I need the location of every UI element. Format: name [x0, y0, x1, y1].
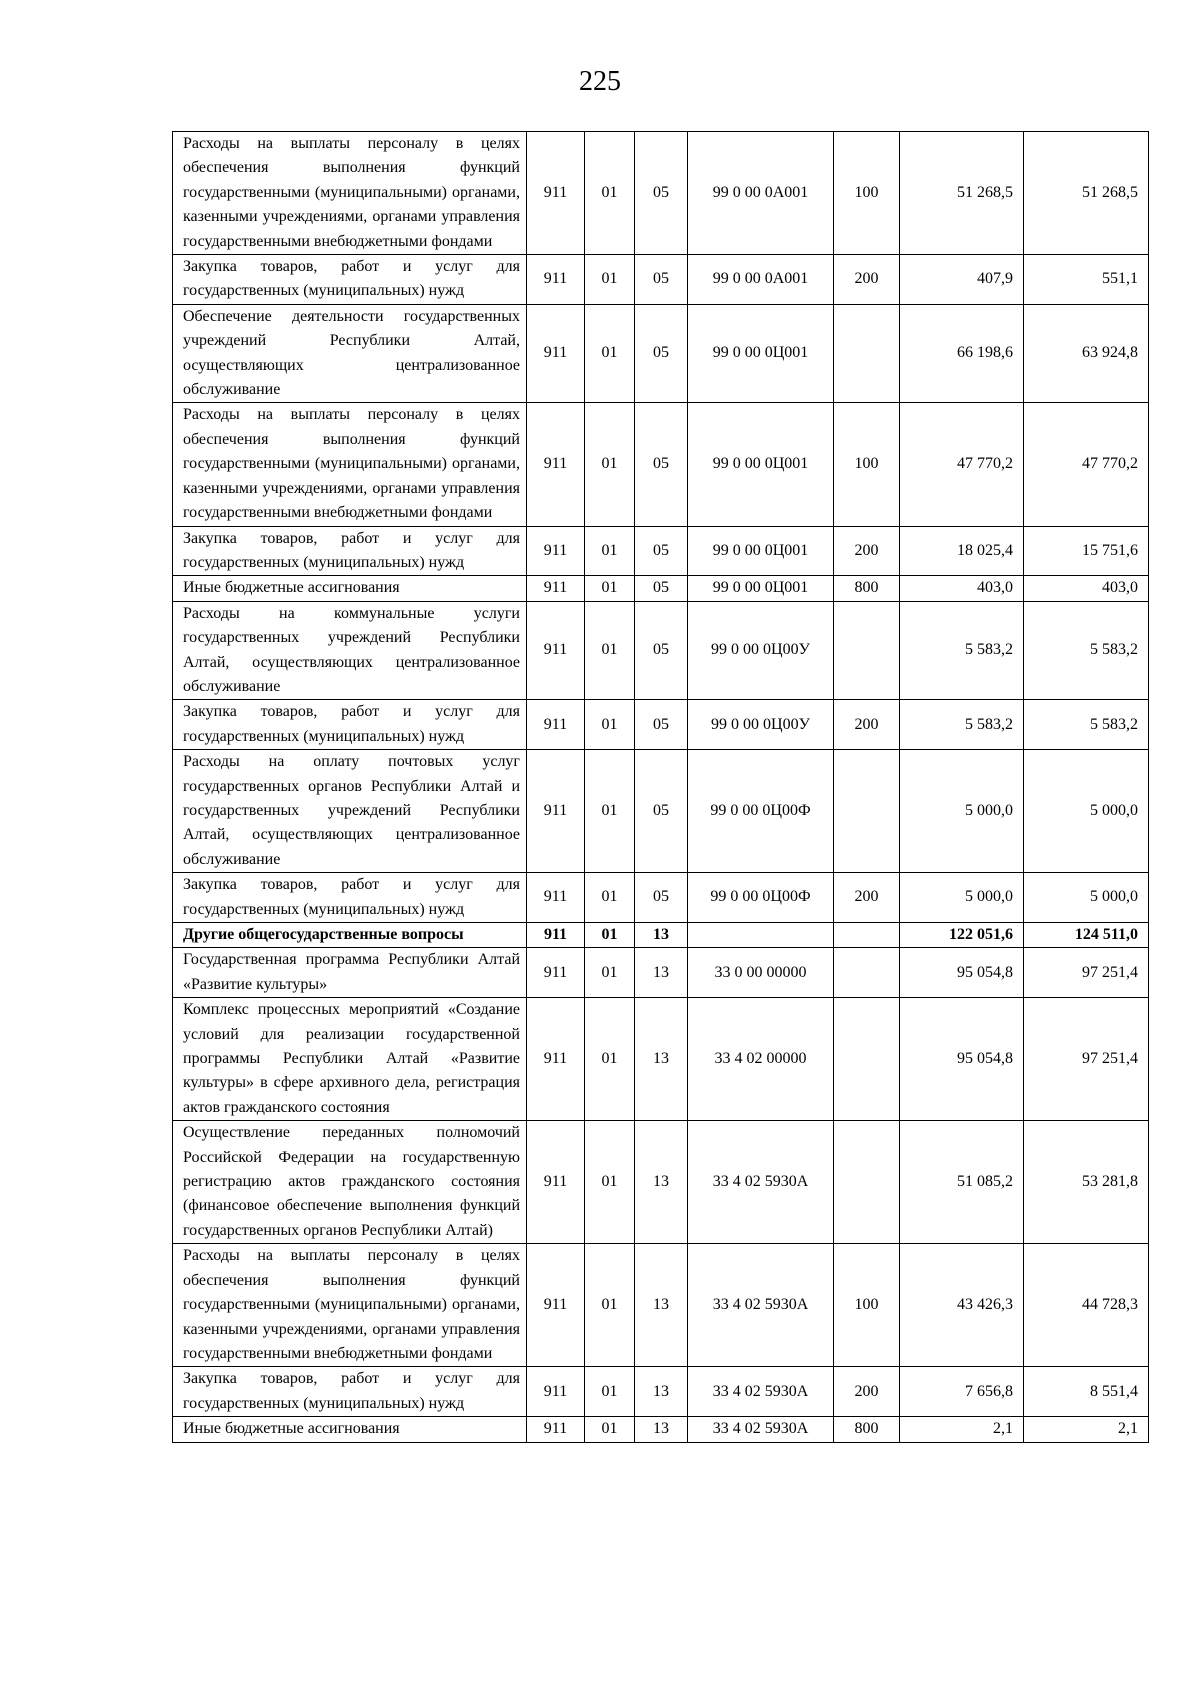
target-article-cell: 99 0 00 0Ц00Ф: [688, 750, 834, 873]
grbs-code-cell: 911: [527, 576, 585, 601]
amount-year2-cell: 47 770,2: [1024, 403, 1149, 526]
section-code-cell: 01: [585, 873, 635, 923]
subsection-code-cell: 05: [635, 304, 688, 403]
section-code-cell: 01: [585, 923, 635, 948]
amount-year1-cell: 122 051,6: [900, 923, 1024, 948]
expense-name-cell: Закупка товаров, работ и услуг для государственных (муниципальных) нужд: [173, 1367, 527, 1417]
expense-type-cell: 200: [834, 700, 900, 750]
target-article-cell: 99 0 00 0Ц001: [688, 576, 834, 601]
table-row: [173, 923, 1149, 948]
grbs-code-cell: 911: [527, 948, 585, 998]
table-row: [173, 1244, 1149, 1367]
table-row: [173, 132, 1149, 255]
subsection-code-cell: 13: [635, 1244, 688, 1367]
amount-year2-cell: 15 751,6: [1024, 526, 1149, 576]
amount-year2-cell: 97 251,4: [1024, 998, 1149, 1121]
expense-type-cell: [834, 1121, 900, 1244]
expense-type-cell: 100: [834, 403, 900, 526]
amount-year2-cell: 2,1: [1024, 1417, 1149, 1442]
amount-year1-cell: 5 583,2: [900, 601, 1024, 700]
amount-year1-cell: 95 054,8: [900, 998, 1024, 1121]
section-code-cell: 01: [585, 576, 635, 601]
grbs-code-cell: 911: [527, 923, 585, 948]
target-article-cell: 99 0 00 0Ц00Ф: [688, 873, 834, 923]
table-row: [173, 1417, 1149, 1442]
section-code-cell: 01: [585, 750, 635, 873]
table-row: [173, 1121, 1149, 1244]
section-code-cell: 01: [585, 700, 635, 750]
grbs-code-cell: 911: [527, 601, 585, 700]
subsection-code-cell: 13: [635, 1417, 688, 1442]
table-row: [173, 873, 1149, 923]
expense-name-cell: Расходы на выплаты персоналу в целях обеспечения выполнения функций государственными (муниципальными) органами, казенными учреждениями, органами управления государственными внебюджетными фондами: [173, 403, 527, 526]
amount-year2-cell: 51 268,5: [1024, 132, 1149, 255]
target-article-cell: 33 4 02 00000: [688, 998, 834, 1121]
budget-table: [172, 131, 1149, 1443]
grbs-code-cell: 911: [527, 132, 585, 255]
expense-name-cell: Расходы на коммунальные услуги государственных учреждений Республики Алтай, осуществляющих централизованное обслуживание: [173, 601, 527, 700]
section-code-cell: 01: [585, 132, 635, 255]
section-code-cell: 01: [585, 1121, 635, 1244]
amount-year1-cell: 5 583,2: [900, 700, 1024, 750]
subsection-code-cell: 05: [635, 750, 688, 873]
target-article-cell: 99 0 00 0А001: [688, 132, 834, 255]
expense-name-cell: Комплекс процессных мероприятий «Создание условий для реализации государственной программы Республики Алтай «Развитие культуры» в сфере архивного дела, регистрация актов гражданского состояния: [173, 998, 527, 1121]
amount-year2-cell: 44 728,3: [1024, 1244, 1149, 1367]
expense-type-cell: 200: [834, 526, 900, 576]
subsection-code-cell: 05: [635, 601, 688, 700]
expense-name-cell: Расходы на выплаты персоналу в целях обеспечения выполнения функций государственными (муниципальными) органами, казенными учреждениями, органами управления государственными внебюджетными фондами: [173, 132, 527, 255]
expense-type-cell: 800: [834, 576, 900, 601]
grbs-code-cell: 911: [527, 750, 585, 873]
subsection-code-cell: 05: [635, 873, 688, 923]
amount-year1-cell: 2,1: [900, 1417, 1024, 1442]
target-article-cell: [688, 923, 834, 948]
table-row: [173, 998, 1149, 1121]
amount-year2-cell: 8 551,4: [1024, 1367, 1149, 1417]
section-code-cell: 01: [585, 526, 635, 576]
subsection-code-cell: 05: [635, 526, 688, 576]
table-row: [173, 526, 1149, 576]
subsection-code-cell: 13: [635, 923, 688, 948]
grbs-code-cell: 911: [527, 1367, 585, 1417]
expense-name-cell: Осуществление переданных полномочий Российской Федерации на государственную регистрацию актов гражданского состояния (финансовое обеспечение выполнения функций государственных органов Республики Алтай): [173, 1121, 527, 1244]
target-article-cell: 33 4 02 5930А: [688, 1244, 834, 1367]
grbs-code-cell: 911: [527, 403, 585, 526]
table-row: [173, 255, 1149, 305]
expense-name-cell: Закупка товаров, работ и услуг для государственных (муниципальных) нужд: [173, 873, 527, 923]
amount-year2-cell: 97 251,4: [1024, 948, 1149, 998]
target-article-cell: 99 0 00 0Ц001: [688, 403, 834, 526]
amount-year1-cell: 7 656,8: [900, 1367, 1024, 1417]
expense-name-cell: Закупка товаров, работ и услуг для государственных (муниципальных) нужд: [173, 700, 527, 750]
grbs-code-cell: 911: [527, 304, 585, 403]
amount-year2-cell: 403,0: [1024, 576, 1149, 601]
section-code-cell: 01: [585, 403, 635, 526]
target-article-cell: 99 0 00 0А001: [688, 255, 834, 305]
subsection-code-cell: 13: [635, 1367, 688, 1417]
grbs-code-cell: 911: [527, 1244, 585, 1367]
expense-type-cell: 200: [834, 1367, 900, 1417]
grbs-code-cell: 911: [527, 700, 585, 750]
target-article-cell: 33 4 02 5930А: [688, 1367, 834, 1417]
amount-year2-cell: 124 511,0: [1024, 923, 1149, 948]
section-code-cell: 01: [585, 1367, 635, 1417]
grbs-code-cell: 911: [527, 1121, 585, 1244]
amount-year2-cell: 5 000,0: [1024, 750, 1149, 873]
expense-name-cell: Закупка товаров, работ и услуг для государственных (муниципальных) нужд: [173, 526, 527, 576]
amount-year1-cell: 51 085,2: [900, 1121, 1024, 1244]
grbs-code-cell: 911: [527, 255, 585, 305]
grbs-code-cell: 911: [527, 998, 585, 1121]
section-code-cell: 01: [585, 255, 635, 305]
target-article-cell: 99 0 00 0Ц001: [688, 304, 834, 403]
expense-type-cell: [834, 923, 900, 948]
table-row: [173, 576, 1149, 601]
section-code-cell: 01: [585, 1417, 635, 1442]
table-row: [173, 948, 1149, 998]
expense-name-cell: Иные бюджетные ассигнования: [173, 1417, 527, 1442]
page-number: 225: [579, 66, 621, 97]
expense-name-cell: Закупка товаров, работ и услуг для государственных (муниципальных) нужд: [173, 255, 527, 305]
expense-type-cell: 800: [834, 1417, 900, 1442]
subsection-code-cell: 05: [635, 576, 688, 601]
expense-name-cell: Расходы на оплату почтовых услуг государственных органов Республики Алтай и государственных учреждений Республики Алтай, осуществляющих централизованное обслуживание: [173, 750, 527, 873]
section-code-cell: 01: [585, 601, 635, 700]
expense-type-cell: 100: [834, 132, 900, 255]
expense-name-cell: Иные бюджетные ассигнования: [173, 576, 527, 601]
grbs-code-cell: 911: [527, 526, 585, 576]
target-article-cell: 99 0 00 0Ц001: [688, 526, 834, 576]
table-row: [173, 1367, 1149, 1417]
section-code-cell: 01: [585, 304, 635, 403]
expense-type-cell: [834, 601, 900, 700]
budget-table-body: [173, 132, 1149, 1443]
subsection-code-cell: 05: [635, 132, 688, 255]
grbs-code-cell: 911: [527, 1417, 585, 1442]
table-row: [173, 403, 1149, 526]
expense-type-cell: [834, 304, 900, 403]
amount-year1-cell: 5 000,0: [900, 750, 1024, 873]
amount-year1-cell: 95 054,8: [900, 948, 1024, 998]
expense-name-cell: Государственная программа Республики Алтай «Развитие культуры»: [173, 948, 527, 998]
table-row: [173, 700, 1149, 750]
amount-year1-cell: 66 198,6: [900, 304, 1024, 403]
expense-type-cell: 200: [834, 255, 900, 305]
expense-name-cell: Другие общегосударственные вопросы: [173, 923, 527, 948]
table-row: [173, 601, 1149, 700]
subsection-code-cell: 13: [635, 948, 688, 998]
table-row: [173, 304, 1149, 403]
amount-year2-cell: 63 924,8: [1024, 304, 1149, 403]
target-article-cell: 99 0 00 0Ц00У: [688, 601, 834, 700]
expense-type-cell: 200: [834, 873, 900, 923]
subsection-code-cell: 13: [635, 998, 688, 1121]
section-code-cell: 01: [585, 1244, 635, 1367]
subsection-code-cell: 05: [635, 700, 688, 750]
subsection-code-cell: 05: [635, 255, 688, 305]
amount-year2-cell: 5 583,2: [1024, 601, 1149, 700]
expense-type-cell: [834, 948, 900, 998]
amount-year2-cell: 5 000,0: [1024, 873, 1149, 923]
target-article-cell: 99 0 00 0Ц00У: [688, 700, 834, 750]
subsection-code-cell: 13: [635, 1121, 688, 1244]
grbs-code-cell: 911: [527, 873, 585, 923]
amount-year1-cell: 407,9: [900, 255, 1024, 305]
amount-year1-cell: 5 000,0: [900, 873, 1024, 923]
expense-type-cell: 100: [834, 1244, 900, 1367]
amount-year1-cell: 47 770,2: [900, 403, 1024, 526]
amount-year1-cell: 43 426,3: [900, 1244, 1024, 1367]
amount-year2-cell: 53 281,8: [1024, 1121, 1149, 1244]
amount-year1-cell: 51 268,5: [900, 132, 1024, 255]
amount-year1-cell: 18 025,4: [900, 526, 1024, 576]
target-article-cell: 33 4 02 5930А: [688, 1417, 834, 1442]
expense-type-cell: [834, 750, 900, 873]
amount-year1-cell: 403,0: [900, 576, 1024, 601]
subsection-code-cell: 05: [635, 403, 688, 526]
table-row: [173, 750, 1149, 873]
expense-type-cell: [834, 998, 900, 1121]
section-code-cell: 01: [585, 948, 635, 998]
target-article-cell: 33 4 02 5930А: [688, 1121, 834, 1244]
target-article-cell: 33 0 00 00000: [688, 948, 834, 998]
expense-name-cell: Обеспечение деятельности государственных учреждений Республики Алтай, осуществляющих централизованное обслуживание: [173, 304, 527, 403]
amount-year2-cell: 5 583,2: [1024, 700, 1149, 750]
amount-year2-cell: 551,1: [1024, 255, 1149, 305]
expense-name-cell: Расходы на выплаты персоналу в целях обеспечения выполнения функций государственными (муниципальными) органами, казенными учреждениями, органами управления государственными внебюджетными фондами: [173, 1244, 527, 1367]
section-code-cell: 01: [585, 998, 635, 1121]
